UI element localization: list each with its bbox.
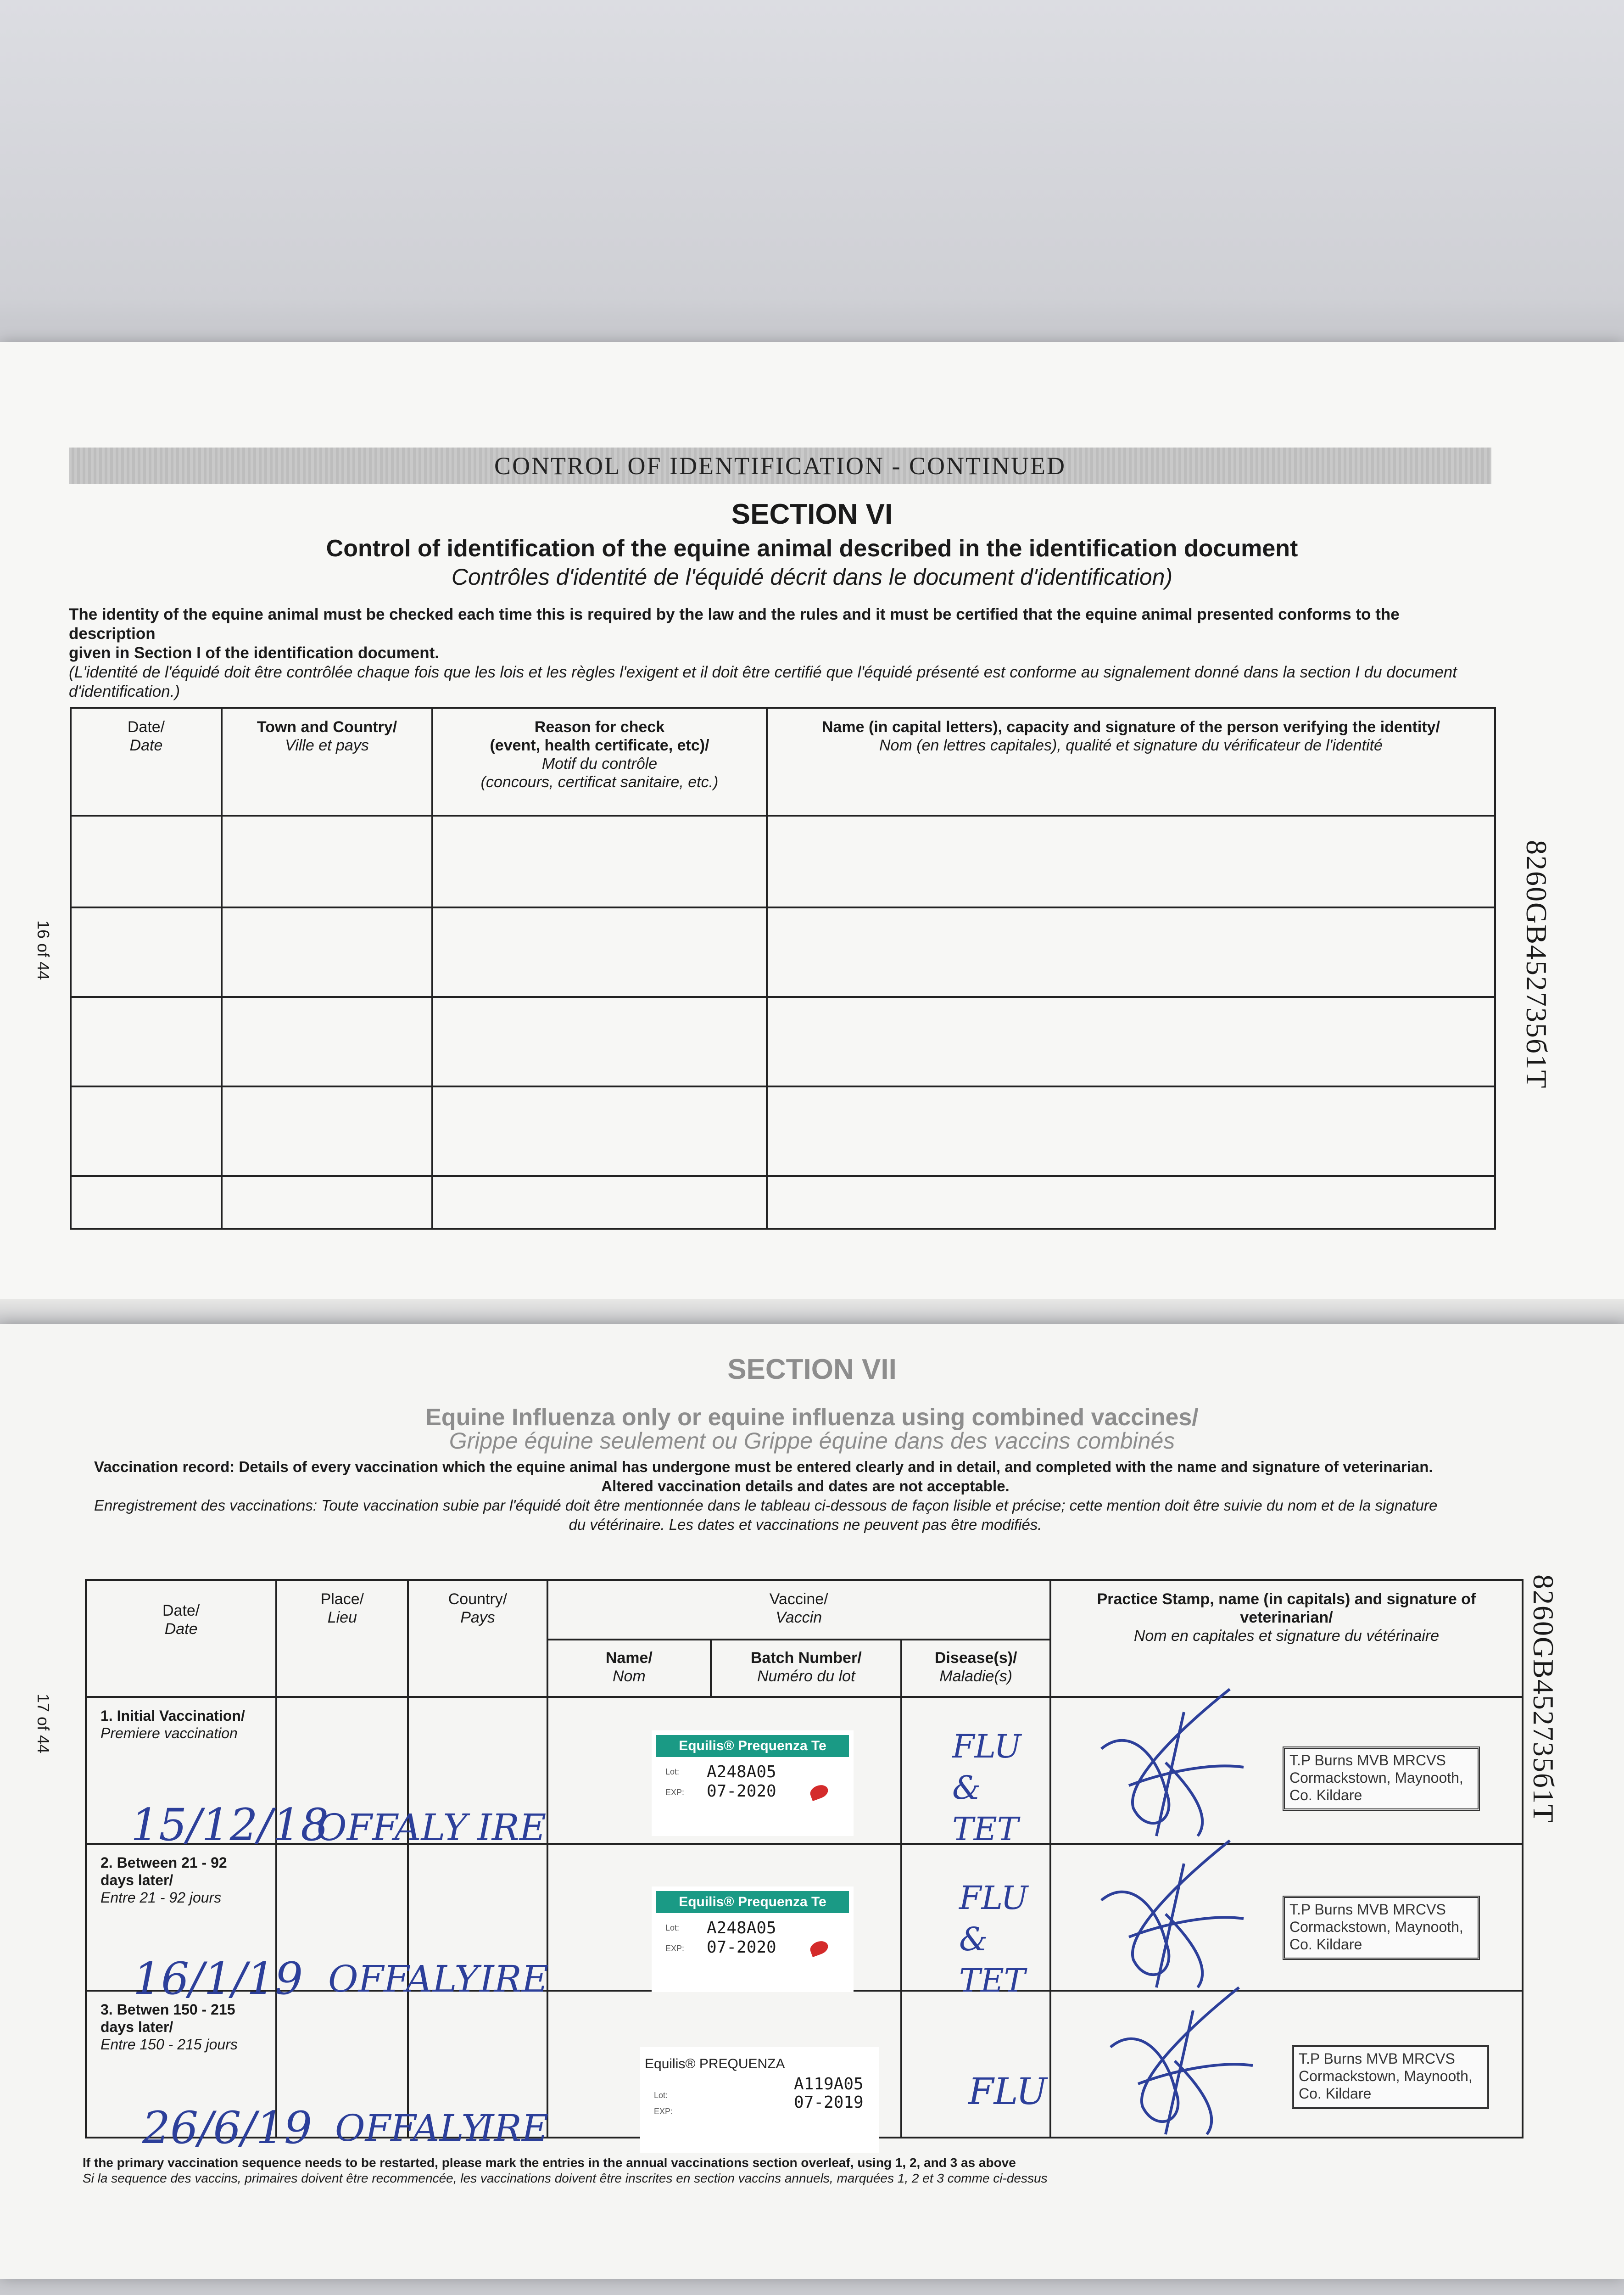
row-label: 1. Initial Vaccination/ Premiere vaccination [86, 1697, 276, 1844]
intro-en-line: The identity of the equine animal must be checked each time this is required by the law and the rules and it must be certified that the equine animal presented conforms to the description [69, 605, 1400, 643]
table-row [71, 1086, 1495, 1176]
col-vaccine: Vaccine/ Vaccin [547, 1580, 1050, 1640]
col-disease: Disease(s)/ Maladie(s) [901, 1640, 1050, 1697]
band-title: CONTROL OF IDENTIFICATION - CONTINUED [494, 452, 1066, 480]
table-header-row [71, 708, 1495, 816]
intro-en-line: given in Section I of the identification document. [69, 644, 439, 662]
col-date: Date/ Date [86, 1580, 276, 1697]
handwritten-date: 26/6/19 [142, 2102, 313, 2154]
footer-en: If the primary vaccination sequence needs to be restarted, please mark the entries in the annual vaccinations section overleaf, using 1, 2, and 3 as above [83, 2155, 1016, 2170]
table-row [71, 907, 1495, 997]
vaccine-brand: Equilis® Prequenza Te [656, 1735, 849, 1757]
passport-number: 8260GB452735б1T [1527, 1574, 1560, 1824]
batch-number: A248A05 [707, 1763, 776, 1781]
practice-stamp: T.P Burns MVB MRCVS Cormackstown, Maynooth, Co. Kildare [1283, 1896, 1480, 1960]
identification-table [70, 707, 1496, 1230]
handwritten-place: OFFALY [328, 1958, 479, 2000]
intro-fr-line: d'identification.) [69, 683, 180, 700]
page-number: 16 of 44 [34, 920, 53, 980]
vaccine-sticker: Equilis® PREQUENZA Lot: EXP: A119A05 07-2019 [640, 2047, 879, 2153]
table-row [71, 1176, 1495, 1229]
col-town-country: Town and Country/ Ville et pays [222, 708, 432, 816]
section-vi-title: Control of identification of the equine animal described in the identification document [326, 535, 1298, 562]
footer-fr: Si la sequence des vaccins, primaires doivent être recommencée, les vaccinations doivent être inscrites en section vaccins annuels, marquées 1, 2 et 3 comme ci-dessus [83, 2171, 1048, 2185]
handwritten-place: OFFALY [335, 2107, 486, 2149]
intro-en-line: Vaccination record: Details of every vaccination which the equine animal has undergone must be entered clearly and in detail, and completed with the name and signature of veterinarian. [94, 1458, 1433, 1475]
intro-fr-line: du vétérinaire. Les dates et vaccinations ne peuvent pas être modifiés. [569, 1516, 1042, 1533]
handwritten-date: 16/1/19 [133, 1953, 303, 2004]
vet-signature-icon [1092, 1671, 1285, 2153]
handwritten-disease: FLU & TET [959, 1879, 1028, 1999]
droplet-icon [808, 1783, 830, 1801]
practice-stamp: T.P Burns MVB MRCVS Cormackstown, Maynooth, Co. Kildare [1292, 2045, 1489, 2109]
intro-fr-line: Enregistrement des vaccinations: Toute vaccination subie par l'équidé doit être mentionnée dans le tableau ci-dessous de façon lisible et précise; cette mention doit être suivie du nom et de la signature [94, 1497, 1438, 1514]
col-place: Place/ Lieu [276, 1580, 408, 1697]
col-country: Country/ Pays [408, 1580, 547, 1697]
passport-number: 8260GB452735б1T [1520, 840, 1553, 1089]
col-vaccine-name: Name/ Nom [547, 1640, 711, 1697]
handwritten-country: IRE [480, 2107, 549, 2149]
handwritten-date: 15/12/18 [131, 1799, 329, 1851]
practice-stamp: T.P Burns MVB MRCVS Cormackstown, Maynooth, Co. Kildare [1283, 1746, 1480, 1811]
section-vii-heading: SECTION VII [727, 1354, 897, 1385]
section-vi-subtitle: Contrôles d'identité de l'équidé décrit dans le document d'identification) [451, 564, 1173, 590]
footer-note [83, 2155, 1048, 2186]
droplet-icon [808, 1939, 830, 1957]
intro-fr-line: (L'identité de l'équidé doit être contrôlée chaque fois que les lois et les règles l'exigent et il doit être certifié que l'équidé présenté est conforme au signalement donné dans la section I du document [69, 663, 1457, 681]
col-date: Date/ Date [71, 708, 222, 816]
row-label: 2. Between 21 - 92 days later/ Entre 21 - 92 jours [86, 1844, 276, 1991]
expiry-date: 07-2019 [794, 2093, 864, 2112]
row-label: 3. Betwen 150 - 215 days later/ Entre 150 - 215 jours [86, 1991, 276, 2138]
col-batch: Batch Number/ Numéro du lot [711, 1640, 901, 1697]
vaccine-sticker: Equilis® Prequenza Te Lot: EXP: A248A05 07-2020 [652, 1730, 854, 1836]
section-vi-heading: SECTION VI [731, 498, 893, 530]
intro-en-line: Altered vaccination details and dates are not acceptable. [601, 1478, 1010, 1495]
section-vii-intro [94, 1457, 1517, 1534]
vaccine-sticker: Equilis® Prequenza Te Lot: EXP: A248A05 07-2020 [652, 1886, 854, 1992]
batch-number: A248A05 [707, 1919, 776, 1937]
col-verifier: Name (in capital letters), capacity and signature of the person verifying the identity/ Nom (en lettres capitales), qualité et signature du vérificateur de l'identité [767, 708, 1495, 816]
table-row [71, 816, 1495, 907]
expiry-date: 07-2020 [707, 1782, 776, 1801]
section-vii-title: Equine Influenza only or equine influenza using combined vaccines/ [425, 1404, 1199, 1431]
vaccine-brand: Equilis® Prequenza Te [656, 1891, 849, 1913]
vaccine-brand: Equilis® PREQUENZA [645, 2056, 785, 2071]
batch-number: A119A05 [794, 2075, 864, 2093]
col-reason: Reason for check (event, health certificate, etc)/ Motif du contrôle (concours, certificat sanitaire, etc.) [432, 708, 767, 816]
section-vi-intro [69, 605, 1473, 701]
handwritten-country: IRE [480, 1958, 549, 2000]
handwritten-place: OFFALY [317, 1806, 468, 1849]
handwritten-disease: FLU & TET [952, 1728, 1021, 1848]
col-practice-stamp: Practice Stamp, name (in capitals) and signature of veterinarian/ Nom en capitales et signature du vétérinaire [1050, 1580, 1523, 1697]
table-header-row [86, 1580, 1523, 1640]
section-band [69, 448, 1491, 484]
page-number: 17 of 44 [34, 1694, 53, 1754]
table-row [71, 997, 1495, 1086]
handwritten-country: IRE [477, 1806, 547, 1849]
section-vii-subtitle: Grippe équine seulement ou Grippe équine dans des vaccins combinés [449, 1428, 1175, 1454]
handwritten-disease: FLU [968, 2070, 1047, 2113]
expiry-date: 07-2020 [707, 1938, 776, 1957]
